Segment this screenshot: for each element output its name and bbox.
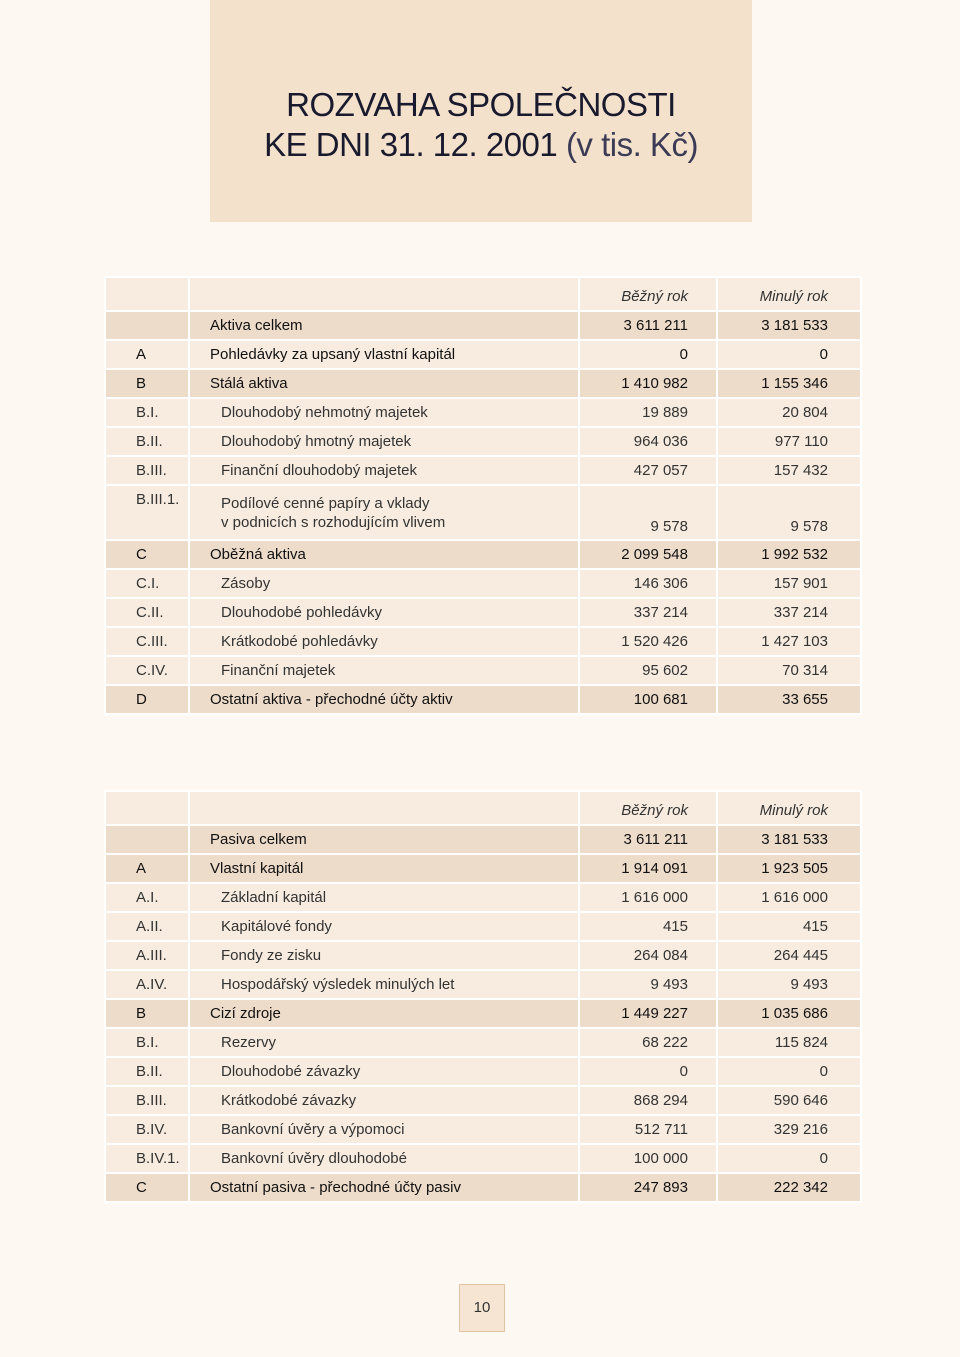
row-previous: 1 923 505 <box>717 854 861 883</box>
row-current: 100 681 <box>579 685 717 714</box>
row-previous: 1 155 346 <box>717 369 861 398</box>
row-label: Pasiva celkem <box>189 825 579 854</box>
row-code: B.III.1. <box>105 485 189 540</box>
page-number: 10 <box>459 1284 505 1332</box>
row-code: A.I. <box>105 883 189 912</box>
table-row <box>105 1144 861 1173</box>
row-current: 264 084 <box>579 941 717 970</box>
table-row <box>105 941 861 970</box>
row-code: C <box>105 540 189 569</box>
row-current: 3 611 211 <box>579 825 717 854</box>
row-previous: 33 655 <box>717 685 861 714</box>
row-current: 1 914 091 <box>579 854 717 883</box>
row-code: B <box>105 369 189 398</box>
table-row <box>105 825 861 854</box>
row-current: 427 057 <box>579 456 717 485</box>
row-previous: 264 445 <box>717 941 861 970</box>
row-previous: 157 432 <box>717 456 861 485</box>
header-cell-code <box>105 277 189 311</box>
table-row <box>105 427 861 456</box>
row-code: A.III. <box>105 941 189 970</box>
row-code: B.IV.1. <box>105 1144 189 1173</box>
row-label: Dlouhodobé závazky <box>189 1057 579 1086</box>
row-current: 964 036 <box>579 427 717 456</box>
row-previous: 3 181 533 <box>717 825 861 854</box>
row-previous: 0 <box>717 340 861 369</box>
row-code: C.II. <box>105 598 189 627</box>
row-previous: 20 804 <box>717 398 861 427</box>
row-label: Dlouhodobý hmotný majetek <box>189 427 579 456</box>
row-current: 2 099 548 <box>579 540 717 569</box>
row-label: Finanční majetek <box>189 656 579 685</box>
row-previous: 1 427 103 <box>717 627 861 656</box>
row-label: Stálá aktiva <box>189 369 579 398</box>
row-current: 95 602 <box>579 656 717 685</box>
assets-table <box>104 276 860 715</box>
table-row <box>105 311 861 340</box>
row-previous: 1 616 000 <box>717 883 861 912</box>
row-previous: 9 578 <box>717 485 861 540</box>
row-code <box>105 825 189 854</box>
table-row <box>105 685 861 714</box>
table-row <box>105 1057 861 1086</box>
row-current: 0 <box>579 1057 717 1086</box>
row-current: 9 493 <box>579 970 717 999</box>
row-label: Kapitálové fondy <box>189 912 579 941</box>
row-label: Oběžná aktiva <box>189 540 579 569</box>
row-label-line1: Podílové cenné papíry a vklady <box>221 494 430 512</box>
page-title: ROZVAHA SPOLEČNOSTI <box>286 86 676 123</box>
row-code: B.III. <box>105 456 189 485</box>
row-current: 19 889 <box>579 398 717 427</box>
row-label: Zásoby <box>189 569 579 598</box>
header-current-year: Běžný rok <box>579 791 717 825</box>
row-label-line2: v podnicích s rozhodujícím vlivem <box>221 513 446 531</box>
row-code <box>105 311 189 340</box>
header-current-year: Běžný rok <box>579 277 717 311</box>
row-label: Ostatní pasiva - přechodné účty pasiv <box>189 1173 579 1202</box>
row-label: Finanční dlouhodobý majetek <box>189 456 579 485</box>
header-cell-code <box>105 791 189 825</box>
row-code: C.III. <box>105 627 189 656</box>
title-banner <box>210 0 752 222</box>
row-current: 247 893 <box>579 1173 717 1202</box>
row-label: Rezervy <box>189 1028 579 1057</box>
row-previous: 329 216 <box>717 1115 861 1144</box>
row-label: Základní kapitál <box>189 883 579 912</box>
row-code: C.I. <box>105 569 189 598</box>
row-current: 68 222 <box>579 1028 717 1057</box>
row-code: A.II. <box>105 912 189 941</box>
row-label: Bankovní úvěry a výpomoci <box>189 1115 579 1144</box>
row-previous: 3 181 533 <box>717 311 861 340</box>
table-row <box>105 970 861 999</box>
row-current: 337 214 <box>579 598 717 627</box>
row-previous: 1 992 532 <box>717 540 861 569</box>
row-previous: 0 <box>717 1144 861 1173</box>
row-previous: 0 <box>717 1057 861 1086</box>
row-current: 146 306 <box>579 569 717 598</box>
row-previous: 115 824 <box>717 1028 861 1057</box>
row-code: B.IV. <box>105 1115 189 1144</box>
table-row <box>105 1086 861 1115</box>
row-code: D <box>105 685 189 714</box>
table-row <box>105 656 861 685</box>
row-previous: 157 901 <box>717 569 861 598</box>
row-label: Aktiva celkem <box>189 311 579 340</box>
row-current: 415 <box>579 912 717 941</box>
row-label: Ostatní aktiva - přechodné účty aktiv <box>189 685 579 714</box>
row-previous: 70 314 <box>717 656 861 685</box>
row-current: 1 449 227 <box>579 999 717 1028</box>
row-current: 3 611 211 <box>579 311 717 340</box>
table-row <box>105 1028 861 1057</box>
table-row <box>105 912 861 941</box>
row-code: C.IV. <box>105 656 189 685</box>
row-label <box>189 485 579 540</box>
row-previous: 590 646 <box>717 1086 861 1115</box>
header-cell-name <box>189 791 579 825</box>
row-current: 9 578 <box>579 485 717 540</box>
row-previous: 337 214 <box>717 598 861 627</box>
row-current: 0 <box>579 340 717 369</box>
table-row <box>105 540 861 569</box>
table-row <box>105 569 861 598</box>
row-code: A.IV. <box>105 970 189 999</box>
row-code: A <box>105 854 189 883</box>
row-current: 512 711 <box>579 1115 717 1144</box>
row-code: A <box>105 340 189 369</box>
table-row <box>105 398 861 427</box>
row-previous: 977 110 <box>717 427 861 456</box>
header-previous-year: Minulý rok <box>717 791 861 825</box>
table-row <box>105 456 861 485</box>
row-label: Dlouhodobé pohledávky <box>189 598 579 627</box>
row-label: Krátkodobé pohledávky <box>189 627 579 656</box>
row-previous: 1 035 686 <box>717 999 861 1028</box>
table-row <box>105 1173 861 1202</box>
row-code: B.II. <box>105 427 189 456</box>
row-label: Cizí zdroje <box>189 999 579 1028</box>
table-row <box>105 854 861 883</box>
table-header-row <box>105 791 861 825</box>
row-code: B.III. <box>105 1086 189 1115</box>
liabilities-table <box>104 790 860 1203</box>
row-code: B.I. <box>105 398 189 427</box>
row-label: Hospodářský výsledek minulých let <box>189 970 579 999</box>
table-row <box>105 883 861 912</box>
row-previous: 222 342 <box>717 1173 861 1202</box>
table-row <box>105 485 861 540</box>
row-label: Dlouhodobý nehmotný majetek <box>189 398 579 427</box>
table-row <box>105 1115 861 1144</box>
table-row <box>105 598 861 627</box>
title-unit: (v tis. Kč) <box>565 126 698 163</box>
row-current: 100 000 <box>579 1144 717 1173</box>
table-row <box>105 999 861 1028</box>
row-code: B <box>105 999 189 1028</box>
row-label: Vlastní kapitál <box>189 854 579 883</box>
row-code: C <box>105 1173 189 1202</box>
title-date: KE DNI 31. 12. 2001 <box>264 126 558 163</box>
row-label: Krátkodobé závazky <box>189 1086 579 1115</box>
row-current: 1 616 000 <box>579 883 717 912</box>
row-current: 868 294 <box>579 1086 717 1115</box>
table-row <box>105 340 861 369</box>
row-code: B.I. <box>105 1028 189 1057</box>
header-cell-name <box>189 277 579 311</box>
row-previous: 9 493 <box>717 970 861 999</box>
row-label: Pohledávky za upsaný vlastní kapitál <box>189 340 579 369</box>
table-header-row <box>105 277 861 311</box>
header-previous-year: Minulý rok <box>717 277 861 311</box>
table-row <box>105 627 861 656</box>
row-previous: 415 <box>717 912 861 941</box>
table-row <box>105 369 861 398</box>
row-code: B.II. <box>105 1057 189 1086</box>
row-current: 1 410 982 <box>579 369 717 398</box>
row-current: 1 520 426 <box>579 627 717 656</box>
page-subtitle <box>210 126 752 164</box>
row-label: Bankovní úvěry dlouhodobé <box>189 1144 579 1173</box>
row-label: Fondy ze zisku <box>189 941 579 970</box>
